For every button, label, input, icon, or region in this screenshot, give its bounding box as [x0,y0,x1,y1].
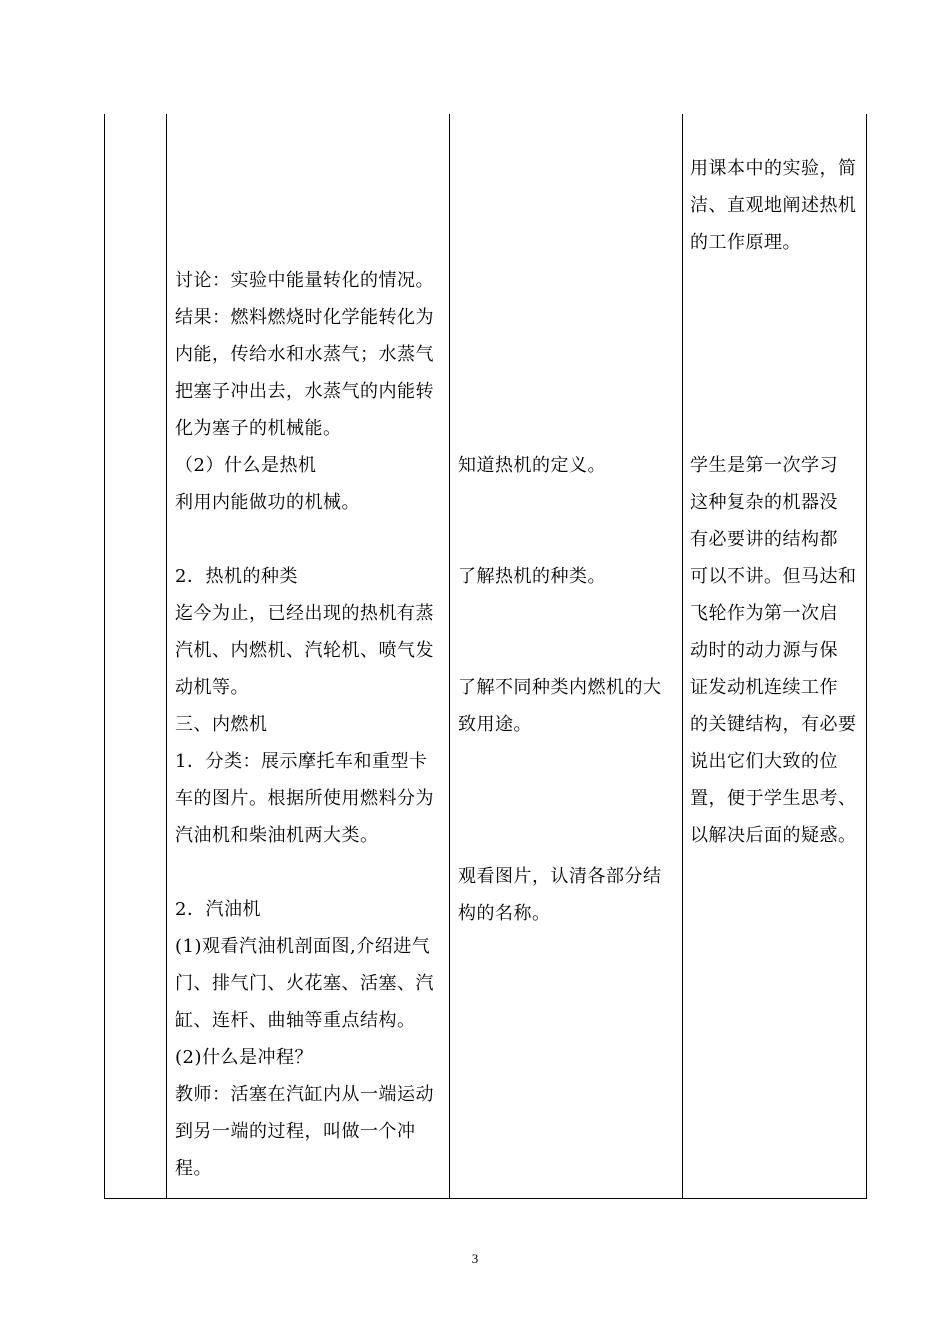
content-line: 动机等。 [175,677,249,698]
content-line: 利用内能做功的机械。 [175,492,360,513]
content-line: 教师：活塞在汽缸内从一端运动 [175,1084,434,1105]
content-line [175,854,447,891]
note-line: 可以不讲。但马达和 [690,566,857,587]
design-note-1 [690,150,865,261]
table-border-right [866,114,867,1199]
content-line: 迄今为止，已经出现的热机有蒸 [175,603,434,624]
content-line: 1．分类：展示摩托车和重型卡 [175,751,428,772]
column-divider-1 [166,114,167,1199]
activity-line: 构的名称。 [458,903,551,924]
content-line: 程。 [175,1158,212,1179]
note-line: 置，便于学生思考、 [690,788,857,809]
note-line: 用课本中的实验，简 [690,158,857,179]
student-activity-1 [458,447,680,484]
activity-line: 了解热机的种类。 [458,566,606,587]
content-line: （2）什么是热机 [175,455,317,476]
activity-line: 知道热机的定义。 [458,455,606,476]
activity-line: 致用途。 [458,714,532,735]
note-line: 证发动机连续工作 [690,677,838,698]
content-line: (1)观看汽油机剖面图,介绍进气 [175,936,431,957]
content-line: 到另一端的过程，叫做一个冲 [175,1121,416,1142]
content-line: 2．汽油机 [175,899,261,920]
note-line: 以解决后面的疑惑。 [690,825,857,846]
content-line: 缸、连杆、曲轴等重点结构。 [175,1010,416,1031]
content-line: 2．热机的种类 [175,566,298,587]
note-line: 飞轮作为第一次启 [690,603,838,624]
design-note-2 [690,447,865,854]
content-line: 化为塞子的机械能。 [175,418,342,439]
content-line: 汽机、内燃机、汽轮机、喷气发 [175,640,434,661]
activity-line: 了解不同种类内燃机的大 [458,677,662,698]
note-line: 这种复杂的机器没 [690,492,838,513]
content-line: (2)什么是冲程？ [175,1047,313,1068]
activity-line: 观看图片，认清各部分结 [458,866,662,887]
student-activity-2 [458,558,680,595]
content-line: 门、排气门、火花塞、活塞、汽 [175,973,434,994]
content-line: 把塞子冲出去，水蒸气的内能转 [175,381,434,402]
note-line: 有必要讲的结构都 [690,529,838,550]
student-activity-3 [458,669,680,743]
content-line: 汽油机和柴油机两大类。 [175,825,379,846]
column-divider-2 [449,114,450,1199]
note-line: 说出它们大致的位 [690,751,838,772]
content-column [175,262,447,1187]
note-line: 学生是第一次学习 [690,455,838,476]
note-line: 动时的动力源与保 [690,640,838,661]
content-line: 内能，传给水和水蒸气；水蒸气 [175,344,434,365]
content-line [175,521,447,558]
column-divider-3 [682,114,683,1199]
content-line: 三、内燃机 [175,714,268,735]
table-border-left [104,114,105,1199]
table-border-bottom [104,1198,867,1199]
content-line: 车的图片。根据所使用燃料分为 [175,788,434,809]
note-line: 的关键结构，有必要 [690,714,857,735]
page-number: 3 [471,1251,479,1266]
note-line: 洁、直观地阐述热机 [690,195,857,216]
note-line: 的工作原理。 [690,232,801,253]
content-line: 讨论：实验中能量转化的情况。 [175,270,434,291]
content-line: 结果：燃料燃烧时化学能转化为 [175,307,434,328]
student-activity-4 [458,858,680,932]
